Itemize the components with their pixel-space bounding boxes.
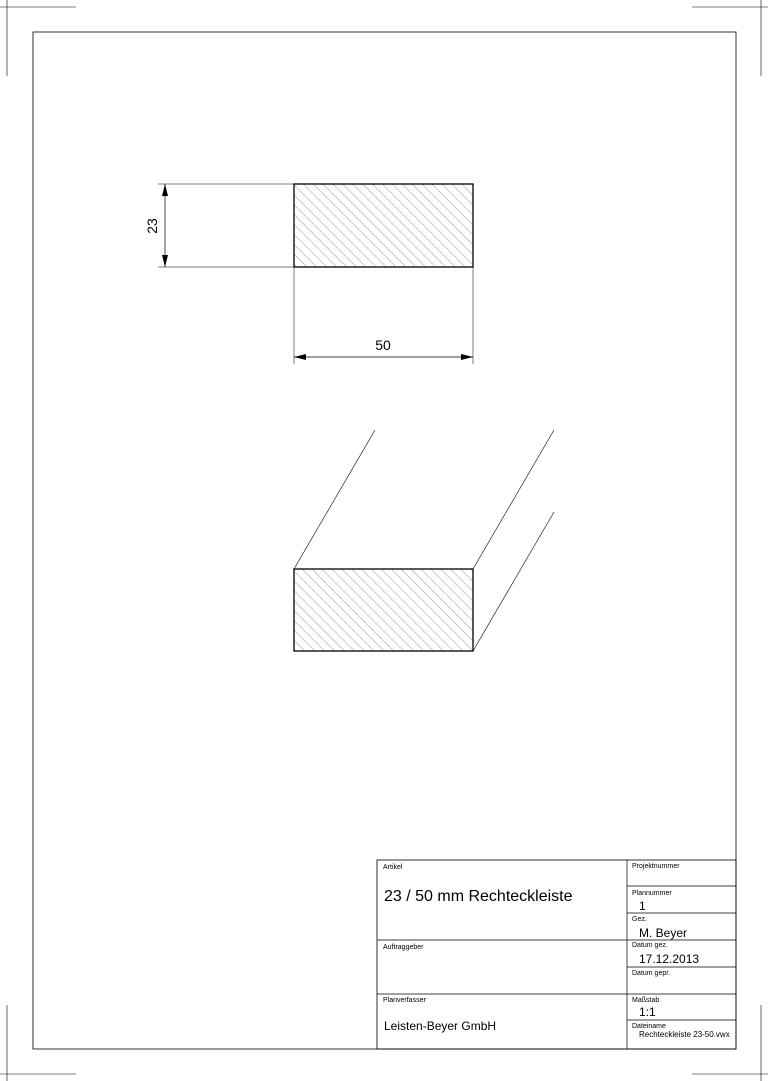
datum-gez-label: Datum gez.	[632, 942, 668, 949]
isometric-view	[294, 430, 554, 651]
height-dimension	[144, 184, 294, 267]
iso-edge-right-bottom	[473, 512, 554, 651]
width-arrow-left	[294, 354, 306, 360]
dateiname-value: Rechteckleiste 23-50.vwx	[639, 1030, 730, 1039]
gez-label: Gez.	[632, 916, 647, 923]
datum-gepr-label: Datum gepr.	[632, 970, 671, 977]
section-view	[294, 184, 473, 267]
artikel-label: Artikel	[383, 864, 403, 871]
height-arrow-top	[162, 184, 168, 196]
planverfasser-value: Leisten-Beyer GmbH	[384, 1019, 497, 1033]
section-hatch	[294, 184, 473, 267]
gez-value: M. Beyer	[639, 926, 688, 940]
iso-edge-right-top	[473, 430, 554, 569]
height-dimension-label: 23	[144, 218, 160, 234]
width-arrow-right	[461, 354, 473, 360]
projektnummer-label: Projektnummer	[632, 863, 680, 870]
massstab-label: Maßstab	[632, 997, 660, 1004]
title-block	[377, 860, 736, 1049]
height-arrow-bottom	[162, 255, 168, 267]
width-dimension	[294, 267, 473, 364]
dateiname-label: Dateiname	[632, 1023, 666, 1030]
plannummer-value: 1	[639, 899, 646, 913]
planverfasser-label: Planverfasser	[383, 997, 426, 1004]
iso-front-hatch	[294, 569, 473, 651]
auftraggeber-label: Auftraggeber	[383, 944, 424, 951]
width-dimension-label: 50	[375, 337, 391, 353]
datum-gez-value: 17.12.2013	[639, 952, 700, 966]
artikel-value: 23 / 50 mm Rechteckleiste	[384, 888, 573, 905]
iso-edge-left-top	[294, 430, 375, 569]
massstab-value: 1:1	[639, 1005, 656, 1019]
plannummer-label: Plannummer	[632, 890, 672, 897]
